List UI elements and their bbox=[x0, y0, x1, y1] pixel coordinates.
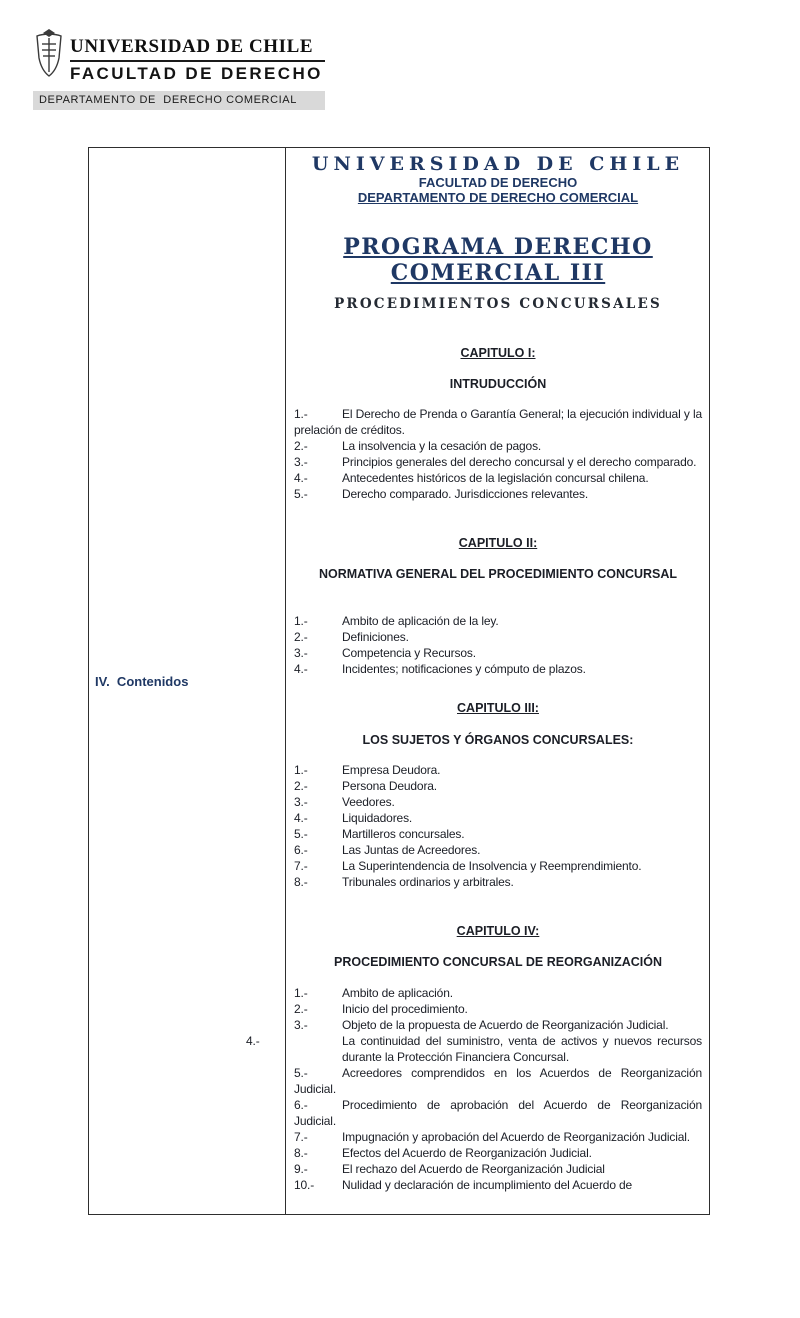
item-text: Efectos del Acuerdo de Reorganización Judicial. bbox=[342, 1146, 592, 1160]
contents-body-cell bbox=[246, 148, 709, 1214]
list-item bbox=[246, 1033, 702, 1065]
list-item bbox=[294, 810, 702, 826]
doc-university-title: UNIVERSIDAD DE CHILE bbox=[311, 153, 685, 175]
item-number: 5.- bbox=[294, 487, 308, 501]
list-item bbox=[294, 613, 702, 629]
item-text: Veedores. bbox=[342, 795, 395, 809]
item-number: 3.- bbox=[294, 795, 308, 809]
item-number: 9.- bbox=[294, 1162, 308, 1176]
item-text: Persona Deudora. bbox=[342, 779, 437, 793]
item-number: 2.- bbox=[294, 1002, 308, 1016]
list-item bbox=[294, 454, 702, 470]
item-text: Principios generales del derecho concursal y el derecho comparado. bbox=[342, 455, 697, 469]
item-number: 8.- bbox=[294, 875, 308, 889]
item-number: 2.- bbox=[294, 439, 308, 453]
university-crest-icon bbox=[33, 28, 65, 83]
chapter-section bbox=[294, 535, 702, 677]
item-text: La insolvencia y la cesación de pagos. bbox=[342, 439, 542, 453]
section-label: IV. Contenidos bbox=[95, 673, 189, 689]
list-item bbox=[294, 1065, 702, 1097]
item-number: 1.- bbox=[294, 407, 308, 421]
letterhead-top bbox=[33, 28, 325, 84]
item-text: Antecedentes históricos de la legislación concursal chilena. bbox=[342, 471, 649, 485]
list-item bbox=[294, 406, 702, 438]
program-subtitle: PROCEDIMIENTOS CONCURSALES bbox=[334, 296, 662, 312]
list-item bbox=[294, 874, 702, 890]
item-number: 1.- bbox=[294, 986, 308, 1000]
contents-table bbox=[88, 147, 710, 1215]
chapter-heading: PROCEDIMIENTO CONCURSAL DE REORGANIZACIÓN bbox=[333, 955, 663, 969]
item-text: Incidentes; notificaciones y cómputo de plazos. bbox=[342, 662, 586, 676]
item-number: 4.- bbox=[246, 1034, 260, 1048]
doc-faculty-title: FACULTAD DE DERECHO bbox=[418, 175, 578, 190]
chapter-list bbox=[294, 762, 702, 890]
item-number: 3.- bbox=[294, 1018, 308, 1032]
list-item bbox=[294, 794, 702, 810]
chapter-heading: INTRUDUCCIÓN bbox=[449, 377, 547, 391]
doc-department-title: DEPARTAMENTO DE DERECHO COMERCIAL bbox=[357, 190, 639, 205]
list-item bbox=[294, 1145, 702, 1161]
list-item bbox=[294, 842, 702, 858]
letterhead bbox=[33, 28, 325, 110]
item-number: 5.- bbox=[294, 827, 308, 841]
chapter-title: CAPITULO II: bbox=[458, 536, 538, 550]
list-item bbox=[294, 486, 702, 502]
item-text: Empresa Deudora. bbox=[342, 763, 441, 777]
list-item bbox=[294, 778, 702, 794]
chapter-list bbox=[246, 985, 702, 1193]
item-text: Definiciones. bbox=[342, 630, 409, 644]
item-text: Ambito de aplicación. bbox=[342, 986, 453, 1000]
program-title-line1: PROGRAMA DERECHO bbox=[343, 234, 653, 260]
list-item bbox=[294, 1097, 702, 1129]
item-text: Martilleros concursales. bbox=[342, 827, 465, 841]
chapter-heading: NORMATIVA GENERAL DEL PROCEDIMIENTO CONCURSAL bbox=[318, 567, 678, 581]
item-number: 6.- bbox=[294, 1098, 308, 1112]
chapter-title: CAPITULO III: bbox=[457, 701, 539, 715]
item-text: El Derecho de Prenda o Garantía General; la ejecución individual y la prelación de créditos. bbox=[294, 407, 702, 437]
item-text: Tribunales ordinarios y arbitrales. bbox=[342, 875, 514, 889]
letterhead-faculty: FACULTAD DE DERECHO bbox=[70, 64, 323, 83]
item-number: 2.- bbox=[294, 779, 308, 793]
item-number: 5.- bbox=[294, 1066, 308, 1080]
item-number: 1.- bbox=[294, 614, 308, 628]
item-number: 6.- bbox=[294, 843, 308, 857]
item-number: 4.- bbox=[294, 811, 308, 825]
chapters-container bbox=[246, 345, 702, 1193]
chapter-list bbox=[294, 613, 702, 677]
item-text: Nulidad y declaración de incumplimiento del Acuerdo de bbox=[342, 1178, 633, 1192]
chapter-title: CAPITULO I: bbox=[460, 346, 536, 360]
item-text: Inicio del procedimiento. bbox=[342, 1002, 468, 1016]
list-item bbox=[294, 985, 702, 1001]
item-text: Liquidadores. bbox=[342, 811, 413, 825]
item-text: Competencia y Recursos. bbox=[342, 646, 476, 660]
program-title-line2: COMERCIAL III bbox=[390, 260, 606, 286]
list-item bbox=[294, 826, 702, 842]
list-item bbox=[294, 1129, 702, 1145]
list-item bbox=[294, 629, 702, 645]
chapter-section bbox=[294, 700, 702, 890]
item-text: La continuidad del suministro, venta de activos y nuevos recursos durante la Protección Financiera Concursal. bbox=[342, 1034, 702, 1064]
item-number: 10.- bbox=[294, 1178, 315, 1192]
item-text: Procedimiento de aprobación del Acuerdo de Reorganización Judicial. bbox=[294, 1098, 702, 1128]
item-number: 2.- bbox=[294, 630, 308, 644]
letterhead-divider bbox=[70, 60, 325, 62]
item-text: Acreedores comprendidos en los Acuerdos de Reorganización Judicial. bbox=[294, 1066, 702, 1096]
item-text: Impugnación y aprobación del Acuerdo de Reorganización Judicial. bbox=[342, 1130, 690, 1144]
item-number: 3.- bbox=[294, 455, 308, 469]
contents-label-cell bbox=[89, 148, 286, 1214]
chapter-title: CAPITULO IV: bbox=[456, 924, 540, 938]
letterhead-text bbox=[70, 28, 325, 84]
item-number: 7.- bbox=[294, 859, 308, 873]
list-item bbox=[294, 470, 702, 486]
list-item bbox=[294, 1161, 702, 1177]
list-item bbox=[294, 438, 702, 454]
list-item bbox=[294, 661, 702, 677]
list-item bbox=[294, 1017, 702, 1033]
item-number: 7.- bbox=[294, 1130, 308, 1144]
list-item bbox=[294, 645, 702, 661]
item-text: Las Juntas de Acreedores. bbox=[342, 843, 481, 857]
chapter-section bbox=[246, 923, 702, 1193]
item-text: La Superintendencia de Insolvencia y Reemprendimiento. bbox=[342, 859, 642, 873]
item-text: Objeto de la propuesta de Acuerdo de Reorganización Judicial. bbox=[342, 1018, 669, 1032]
item-text: Ambito de aplicación de la ley. bbox=[342, 614, 499, 628]
item-number: 8.- bbox=[294, 1146, 308, 1160]
chapter-section bbox=[294, 345, 702, 502]
item-number: 4.- bbox=[294, 662, 308, 676]
list-item bbox=[294, 1001, 702, 1017]
item-number: 4.- bbox=[294, 471, 308, 485]
chapter-heading: LOS SUJETOS Y ÓRGANOS CONCURSALES: bbox=[362, 733, 634, 747]
list-item bbox=[294, 858, 702, 874]
list-item bbox=[294, 762, 702, 778]
item-text: Derecho comparado. Jurisdicciones relevantes. bbox=[342, 487, 589, 501]
letterhead-university: UNIVERSIDAD DE CHILE bbox=[70, 36, 314, 57]
program-title bbox=[294, 234, 702, 286]
item-text: El rechazo del Acuerdo de Reorganización Judicial bbox=[342, 1162, 605, 1176]
list-item bbox=[294, 1177, 702, 1193]
item-number: 3.- bbox=[294, 646, 308, 660]
chapter-list bbox=[294, 406, 702, 502]
letterhead-department-bar: DEPARTAMENTO DE DERECHO COMERCIAL bbox=[33, 91, 325, 110]
item-number: 1.- bbox=[294, 763, 308, 777]
